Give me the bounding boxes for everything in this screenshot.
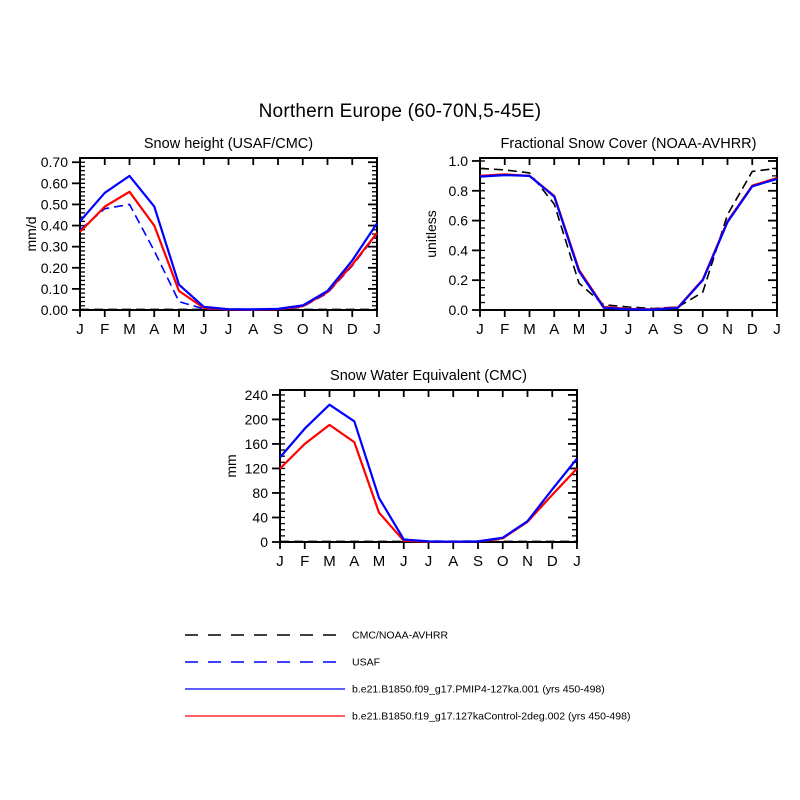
- x-tick-label: A: [648, 321, 659, 338]
- x-tick-label: A: [549, 321, 560, 338]
- x-tick-label: N: [722, 321, 733, 338]
- series-line: [280, 425, 577, 542]
- x-tick-label: A: [248, 321, 259, 338]
- x-tick-label: M: [323, 553, 336, 570]
- x-tick-label: A: [448, 553, 459, 570]
- x-tick-label: A: [349, 553, 360, 570]
- x-tick-label: F: [500, 321, 510, 338]
- y-tick-label: 0.2: [448, 272, 468, 289]
- x-tick-label: F: [300, 553, 310, 570]
- y-axis-label: mm: [223, 454, 239, 478]
- x-tick-label: M: [523, 321, 536, 338]
- y-axis-label: mm/d: [23, 216, 39, 252]
- series-line: [80, 192, 377, 310]
- legend-label: USAF: [352, 656, 381, 669]
- x-tick-label: D: [346, 321, 358, 338]
- x-tick-label: J: [624, 321, 633, 338]
- plot-area: [23, 136, 381, 338]
- y-tick-label: 0.20: [40, 259, 68, 276]
- snow-height-chart: [0, 130, 400, 362]
- x-tick-label: J: [600, 321, 608, 338]
- fractional-snow-cover-chart: [400, 130, 800, 362]
- x-tick-label: D: [546, 553, 558, 570]
- series-line: [480, 168, 777, 308]
- x-tick-label: J: [200, 321, 208, 338]
- x-tick-label: N: [322, 321, 333, 338]
- x-tick-label: M: [123, 321, 136, 338]
- x-tick-label: J: [76, 321, 84, 338]
- y-tick-label: 1.0: [448, 152, 468, 169]
- x-tick-label: J: [400, 553, 408, 570]
- page-title: Northern Europe (60-70N,5-45E): [258, 101, 542, 122]
- chart-title: Fractional Snow Cover (NOAA-AVHRR): [500, 136, 757, 152]
- legend-item: [185, 711, 630, 723]
- y-tick-label: 0.8: [448, 182, 468, 199]
- y-tick-label: 0: [260, 534, 268, 550]
- legend-label: b.e21.B1850.f19_g17.127kaControl-2deg.002 (yrs 450-498): [352, 710, 631, 723]
- y-tick-label: 0.10: [40, 280, 68, 297]
- y-tick-label: 0.50: [40, 196, 68, 213]
- x-tick-label: J: [424, 553, 433, 570]
- chart-title: Snow Water Equivalent (CMC): [330, 368, 527, 384]
- x-tick-label: O: [496, 553, 509, 570]
- legend-label: CMC/NOAA-AVHRR: [352, 629, 449, 642]
- y-tick-label: 0.30: [40, 238, 68, 255]
- x-tick-label: A: [149, 321, 160, 338]
- y-tick-label: 0.60: [40, 175, 68, 192]
- x-tick-label: S: [472, 553, 484, 570]
- legend-item: [185, 684, 605, 696]
- y-tick-label: 80: [252, 484, 268, 501]
- x-tick-label: M: [172, 321, 186, 338]
- y-axis-label: unitless: [423, 210, 439, 258]
- y-tick-label: 200: [244, 411, 268, 428]
- y-tick-label: 0.0: [448, 302, 468, 318]
- y-tick-label: 240: [244, 386, 268, 403]
- series-line: [480, 174, 777, 309]
- x-tick-label: M: [572, 321, 586, 338]
- x-tick-label: J: [373, 321, 381, 338]
- y-tick-label: 120: [244, 460, 268, 477]
- plot-area: [223, 368, 581, 570]
- legend-label: b.e21.B1850.f09_g17.PMIP4-127ka.001 (yrs 450-498): [352, 683, 605, 696]
- legend-item: [185, 657, 380, 669]
- x-tick-label: J: [224, 321, 233, 338]
- axis-box: [480, 158, 777, 310]
- series-line: [480, 175, 777, 310]
- x-tick-label: J: [476, 321, 484, 338]
- axis-box: [280, 390, 577, 542]
- x-tick-label: F: [100, 321, 110, 338]
- series-line: [280, 405, 577, 542]
- y-tick-label: 160: [244, 435, 268, 452]
- x-tick-label: O: [696, 321, 709, 338]
- x-tick-label: N: [522, 553, 533, 570]
- y-tick-label: 0.4: [448, 242, 468, 259]
- y-tick-label: 40: [252, 509, 268, 526]
- chart-title: Snow height (USAF/CMC): [143, 136, 314, 152]
- x-tick-label: J: [773, 321, 781, 338]
- fractional-snow-cover-plot: [400, 130, 800, 362]
- legend-item: [185, 630, 448, 642]
- y-tick-label: 0.70: [40, 154, 68, 171]
- x-tick-label: J: [573, 553, 581, 570]
- snow-water-equivalent-chart: [200, 362, 600, 594]
- series-line: [80, 204, 377, 310]
- snow-water-equivalent-plot: [200, 362, 600, 594]
- y-tick-label: 0.00: [40, 302, 68, 318]
- legend-canvas: [0, 618, 800, 733]
- legend: [0, 618, 800, 733]
- plot-area: [423, 136, 781, 338]
- x-tick-label: M: [372, 553, 386, 570]
- x-tick-label: D: [746, 321, 758, 338]
- x-tick-label: J: [276, 553, 284, 570]
- snow-height-plot: [0, 130, 400, 362]
- y-tick-label: 0.6: [448, 212, 468, 229]
- x-tick-label: S: [272, 321, 284, 338]
- x-tick-label: O: [296, 321, 309, 338]
- y-tick-label: 0.40: [40, 217, 68, 234]
- x-tick-label: S: [672, 321, 684, 338]
